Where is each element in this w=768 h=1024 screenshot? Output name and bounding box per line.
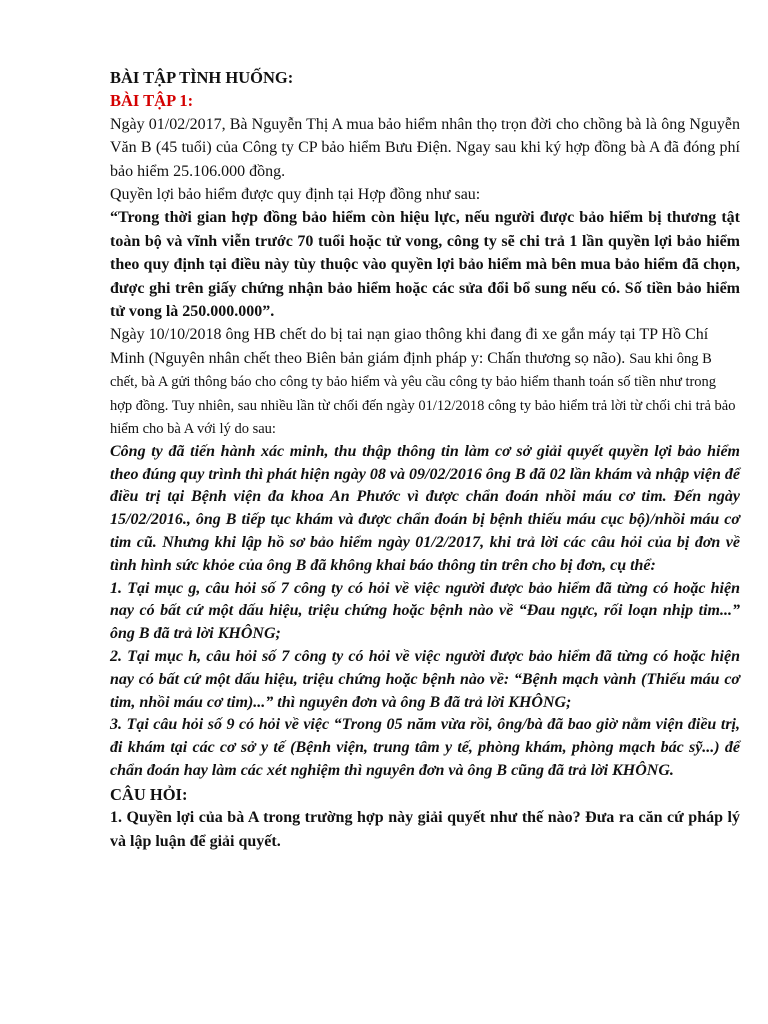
reply-item-2: 2. Tại mục h, câu hỏi số 7 công ty có hỏi về việc người được bảo hiểm đã từng có hoặc hiện nay có bất cứ một dấu hiệu, triệu chứng hoặc bệnh nào về: “Bệnh mạch vành (Thiếu máu cơ tim, nhồi máu cơ tim)...” thì nguyên đơn và ông B đã trả lời KHÔNG; [110,648,740,711]
paragraph-claim: Sau khi ông B chết, bà A gửi thông báo cho công ty bảo hiểm và yêu cầu công ty bảo hiểm thanh toán số tiền như trong hợp đồng. Tuy nhiên, sau nhiều lần từ chối đến ngày 01/12/2018 công ty bảo hiểm trả lời từ chối chi trả bảo hiểm cho bà A với lý do sau: [110,350,736,438]
contract-quote: “Trong thời gian hợp đồng bảo hiểm còn hiệu lực, nếu người được bảo hiểm bị thương tật toàn bộ và vĩnh viễn trước 70 tuổi hoặc tử vong, công ty sẽ chi trả 1 lần quyền lợi bảo hiểm theo quy định tại điều này tùy thuộc vào quyền lợi bảo hiểm mà bên mua bảo hiểm đã chọn, được ghi trên giấy chứng nhận bảo hiểm hoặc các sửa đổi bổ sung nếu có. Số tiền bảo hiểm tử vong là 250.000.000”. [110,209,740,321]
reply-item-1: 1. Tại mục g, câu hỏi số 7 công ty có hỏi về việc người được bảo hiểm đã từng có hoặc hiện nay có bất cứ một dấu hiệu, triệu chứng hoặc bệnh nào về “Đau ngực, rối loạn nhịp tim...” ông B đã trả lời KHÔNG; [110,579,740,643]
reply-item-3: 3. Tại câu hỏi số 9 có hỏi về việc “Trong 05 năm vừa rồi, ông/bà đã bao giờ nằm viện điều trị, đi khám tại các cơ sở y tế (Bệnh viện, trung tâm y tế, phòng khám, phòng mạch bác sỹ...) để chẩn đoán hay làm các xét nghiệm thì nguyên đơn và ông B cũng đã trả lời KHÔNG. [110,716,740,780]
exercise-label: BÀI TẬP 1: [110,91,194,111]
insurer-reply: Công ty đã tiến hành xác minh, thu thập thông tin làm cơ sở giải quyết quyền lợi bảo hiểm theo đúng quy trình thì phát hiện ngày 08 và 09/02/2016 ông B đã 02 lần khám và nhập viện để điều trị tại Bệnh viện đa khoa An Phước vì được chẩn đoán nhồi máu cơ tim. Đến ngày 15/02/2016., ông B tiếp tục khám và được chẩn đoán bị bệnh thiếu máu cục bộ)/nhồi máu cơ tim cũ. Nhưng khi lập hồ sơ bảo hiểm ngày 01/2/2017, khi trả lời các câu hỏi của bị đơn về tình hình sức khỏe của ông B đã không khai báo thông tin trên cho bị đơn, cụ thể: [110,442,740,574]
paragraph-benefit-intro: Quyền lợi bảo hiểm được quy định tại Hợp đồng như sau: [110,186,481,204]
questions-heading: CÂU HỎI: [110,784,188,804]
question-1: 1. Quyền lợi của bà A trong trường hợp này giải quyết như thế nào? Đưa ra căn cứ pháp lý và lập luận để giải quyết. [110,809,740,850]
paragraph-purchase: Ngày 01/02/2017, Bà Nguyễn Thị A mua bảo hiểm nhân thọ trọn đời cho chồng bà là ông Nguyễn Văn B (45 tuổi) của Công ty CP bảo hiểm Bưu Điện. Ngay sau khi ký hợp đồng bà A đã đóng phí bảo hiểm 25.106.000 đồng. [110,115,740,180]
document-title: BÀI TẬP TÌNH HUỐNG: [110,68,294,87]
paragraph-accident: Ngày 10/10/2018 ông HB chết do bị tai nạn giao thông khi đang đi xe gắn máy tại TP Hồ Chí Minh (Nguyên nhân chết theo Biên bản giám định pháp y: Chấn thương sọ não). [110,326,709,367]
document-page [110,66,740,853]
